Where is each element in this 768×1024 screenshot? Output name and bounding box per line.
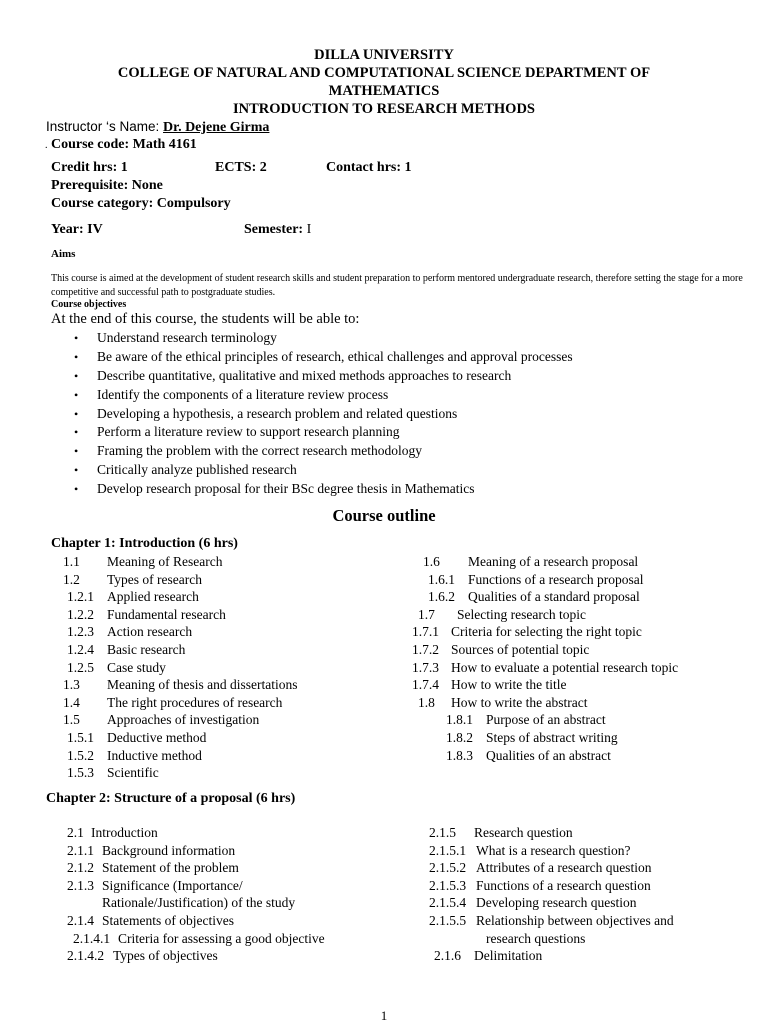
outline-item-number: 1.5.2 xyxy=(67,747,94,763)
outline-item-number: 1.6.1 xyxy=(428,571,455,587)
outline-item-number: 2.1.5.4 xyxy=(429,895,467,911)
outline-item-number: 2.1.5 xyxy=(429,825,456,840)
outline-item-text: Attributes of a research question xyxy=(476,860,652,876)
outline-item-text: Statements of objectives xyxy=(102,913,234,928)
outline-item-text: Types of objectives xyxy=(113,948,218,964)
objective-text: Framing the problem with the correct research methodology xyxy=(97,443,423,459)
instructor-line xyxy=(46,119,269,136)
outline-item-text: Rationale/Justification) of the study xyxy=(102,895,296,911)
objective-item xyxy=(51,442,573,461)
objective-item xyxy=(51,480,573,499)
outline-item-text: Functions of a research proposal xyxy=(468,571,644,587)
outline-item-text: Deductive method xyxy=(107,730,207,745)
outline-item-text: Functions of a research question xyxy=(476,877,651,893)
semester xyxy=(244,222,311,238)
outline-item-text: Action research xyxy=(107,624,193,640)
outline-item-text: Meaning of Research xyxy=(107,554,223,569)
outline-item-number: 1.8.1 xyxy=(446,712,473,728)
bullet-icon: • xyxy=(74,349,79,364)
outline-item-text: Relationship between objectives and xyxy=(476,913,674,928)
outline-item-text: Introduction xyxy=(91,825,158,840)
instructor-name: Dr. Dejene Girma xyxy=(163,120,270,135)
chapter-1-title: Chapter 1: Introduction (6 hrs) xyxy=(51,536,238,551)
aims-text: This course is aimed at the development of student research skills and student preparation to perform mentored undergraduate research, therefore setting the stage for a more competitive and successful path to postgraduate studies. xyxy=(51,273,743,298)
bullet-icon: • xyxy=(74,463,79,478)
outline-item-text: Delimitation xyxy=(474,948,543,964)
course-code: Course code: Math 4161 xyxy=(51,137,197,152)
outline-item-text: How to write the abstract xyxy=(451,694,588,710)
outline-item-text: Qualities of an abstract xyxy=(486,747,611,763)
document-header xyxy=(0,46,768,118)
outline-item-number: 2.1 xyxy=(67,825,84,840)
objectives-intro: At the end of this course, the students will be able to: xyxy=(51,311,360,327)
outline-item-text: Approaches of investigation xyxy=(107,712,260,728)
outline-item-text: The right procedures of research xyxy=(107,694,283,710)
outline-item-number: 1.4 xyxy=(63,694,80,710)
year: Year: IV xyxy=(51,222,103,237)
course-category: Course category: Compulsory xyxy=(51,196,231,211)
objective-item xyxy=(51,367,573,386)
outline-item-number: 1.6.2 xyxy=(428,589,455,605)
credit-hours: Credit hrs: 1 xyxy=(51,160,128,175)
contact-hours: Contact hrs: 1 xyxy=(326,160,412,175)
outline-item-number: 1.2.1 xyxy=(67,589,94,605)
bullet-icon: • xyxy=(74,331,79,345)
outline-item-number: 2.1.5.5 xyxy=(429,913,467,928)
outline-item-number: 1.7.1 xyxy=(412,624,439,640)
outline-item-text: Statement of the problem xyxy=(102,860,239,876)
outline-item-text: Inductive method xyxy=(107,747,202,763)
chapter-2-title: Chapter 2: Structure of a proposal (6 hrs) xyxy=(46,791,296,806)
course-outline-title: Course outline xyxy=(332,506,436,525)
objective-text: Understand research terminology xyxy=(97,330,277,345)
outline-item-text: Significance (Importance/ xyxy=(102,877,243,893)
outline-item-number: 1.8.2 xyxy=(446,730,473,745)
objective-text: Develop research proposal for their BSc degree thesis in Mathematics xyxy=(97,481,475,497)
outline-item-number: 2.1.3 xyxy=(67,877,94,893)
outline-item-number: 1.8.3 xyxy=(446,747,473,763)
department-continued: MATHEMATICS xyxy=(328,83,440,99)
bullet-icon: • xyxy=(74,368,79,383)
outline-item-text: Scientific xyxy=(107,765,159,781)
outline-item-text: Applied research xyxy=(107,589,199,605)
objective-item xyxy=(51,348,573,367)
outline-item-number: 1.5.1 xyxy=(67,730,94,745)
outline-item-text: Purpose of an abstract xyxy=(486,712,606,728)
outline-item-text: Basic research xyxy=(107,642,186,657)
course-title: INTRODUCTION TO RESEARCH METHODS xyxy=(232,101,535,117)
outline-item-number: 1.2.2 xyxy=(67,606,94,622)
outline-item-number: 1.7.3 xyxy=(412,659,439,675)
objective-text: Be aware of the ethical principles of research, ethical challenges and approval processes xyxy=(97,348,573,364)
objective-text: Developing a hypothesis, a research problem and related questions xyxy=(97,405,458,421)
outline-item-number: 1.5 xyxy=(63,712,80,728)
outline-item-number: 1.2.4 xyxy=(67,642,94,657)
ects: ECTS: 2 xyxy=(215,160,267,175)
outline-item-text: Developing research question xyxy=(476,895,637,911)
outline-item-text: Steps of abstract writing xyxy=(486,730,618,745)
semester-value: I xyxy=(306,222,312,237)
outline-item-number: 1.3 xyxy=(63,677,80,693)
objective-item xyxy=(51,329,573,348)
outline-item-number: 2.1.2 xyxy=(67,860,94,876)
outline-item-number: 1.2.5 xyxy=(67,659,94,675)
objective-item xyxy=(51,461,573,480)
outline-item-text: Meaning of a research proposal xyxy=(468,554,639,569)
stray-mark: . xyxy=(45,140,48,151)
objective-text: Critically analyze published research xyxy=(97,462,297,478)
outline-item-text: Research question xyxy=(474,825,573,840)
outline-item-number: 1.2 xyxy=(63,571,80,587)
outline-item-number: 2.1.5.1 xyxy=(429,842,467,858)
outline-item-text: Types of research xyxy=(107,571,203,587)
outline-item-text: Sources of potential topic xyxy=(451,642,590,657)
outline-item-number: 2.1.1 xyxy=(67,842,94,858)
outline-item-number: 1.7.4 xyxy=(412,677,439,693)
objective-text: Identify the components of a literature review process xyxy=(97,386,389,402)
outline-item-text: How to write the title xyxy=(451,677,567,693)
outline-item-number: 2.1.6 xyxy=(434,948,461,964)
objectives-list xyxy=(51,329,573,499)
outline-item-number: 1.7 xyxy=(418,606,435,622)
college-department: COLLEGE OF NATURAL AND COMPUTATIONAL SCIENCE DEPARTMENT OF xyxy=(117,65,651,81)
outline-item-text: Meaning of thesis and dissertations xyxy=(107,677,298,693)
bullet-icon: • xyxy=(74,425,79,440)
semester-label: Semester: xyxy=(244,222,307,237)
outline-item-number: 1.2.3 xyxy=(67,624,94,640)
outline-item-number: 1.8 xyxy=(418,694,435,710)
outline-item-number: 1.6 xyxy=(423,554,440,569)
outline-item-number: 2.1.4.1 xyxy=(73,930,111,946)
objective-text: Describe quantitative, qualitative and mixed methods approaches to research xyxy=(97,367,512,383)
outline-item-text: research questions xyxy=(486,930,586,946)
outline-item-text: Fundamental research xyxy=(107,606,226,622)
outline-item-text: Criteria for selecting the right topic xyxy=(451,624,642,640)
outline-item-text: Case study xyxy=(107,659,166,675)
instructor-label: Instructor ‘s Name: xyxy=(46,119,164,134)
objective-item xyxy=(51,423,573,442)
outline-item-text: Criteria for assessing a good objective xyxy=(118,930,325,946)
outline-item-text: What is a research question? xyxy=(476,842,631,858)
outline-item-text: Qualities of a standard proposal xyxy=(468,589,640,605)
objective-text: Perform a literature review to support research planning xyxy=(97,424,400,440)
objective-item xyxy=(51,405,573,424)
aims-heading: Aims xyxy=(51,248,76,260)
bullet-icon: • xyxy=(74,387,79,402)
outline-item-number: 2.1.5.3 xyxy=(429,877,467,893)
outline-item-text: Selecting research topic xyxy=(457,606,586,622)
prerequisite: Prerequisite: None xyxy=(51,178,163,193)
outline-item-text: How to evaluate a potential research topic xyxy=(451,659,679,675)
outline-item-text: Background information xyxy=(102,842,236,858)
bullet-icon: • xyxy=(74,406,79,421)
outline-item-number: 2.1.4 xyxy=(67,913,94,928)
page-number: 1 xyxy=(380,1008,388,1023)
bullet-icon: • xyxy=(74,444,79,459)
outline-item-number: 1.7.2 xyxy=(412,642,439,657)
university-name: DILLA UNIVERSITY xyxy=(314,47,454,63)
objective-item xyxy=(51,386,573,405)
outline-item-number: 1.1 xyxy=(63,554,80,569)
outline-item-number: 2.1.5.2 xyxy=(429,860,467,876)
outline-item-number: 1.5.3 xyxy=(67,765,94,781)
outline-item-number: 2.1.4.2 xyxy=(67,948,105,964)
bullet-icon: • xyxy=(74,482,79,497)
objectives-heading: Course objectives xyxy=(51,299,127,310)
